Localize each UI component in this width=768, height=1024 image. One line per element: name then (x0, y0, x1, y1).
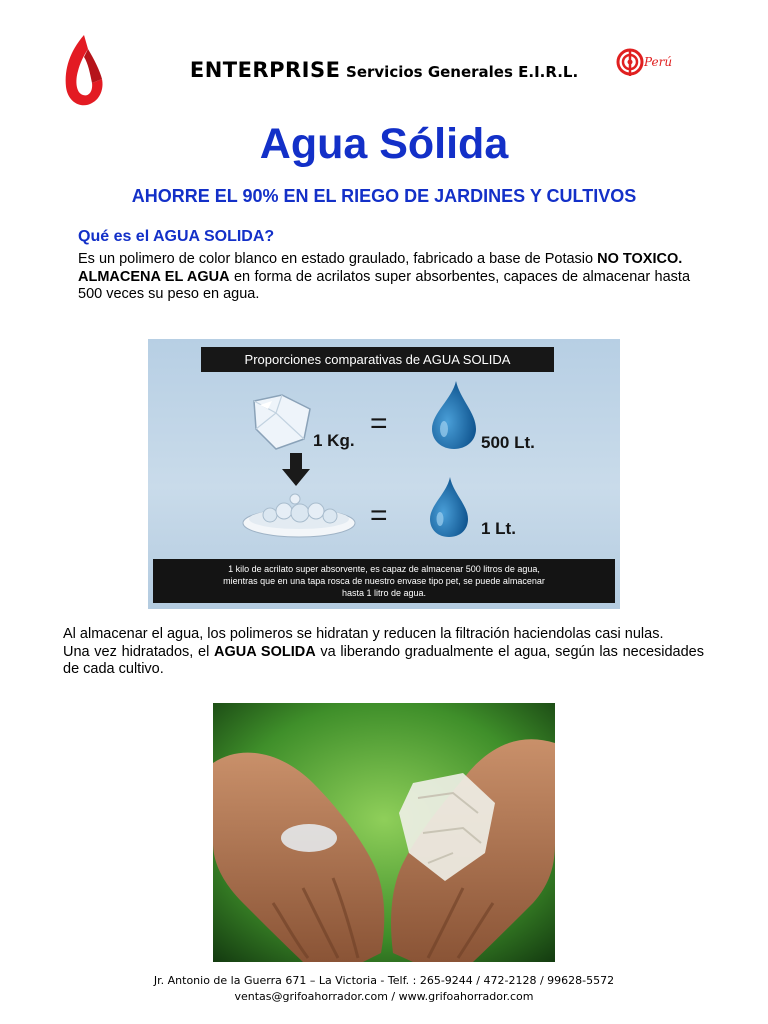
caption-line-2: mientras que en una tapa rosca de nuestro envase tipo pet, se puede almacenar (223, 576, 545, 586)
footer-contact: ventas@grifoahorrador.com / www.grifoahorrador.com (234, 990, 534, 1003)
crystal-chunk-icon (246, 391, 318, 453)
body-paragraph (63, 626, 704, 679)
intro-paragraph (78, 251, 690, 304)
water-drop-large-icon (426, 379, 482, 451)
company-header (0, 58, 768, 82)
footer-address: Jr. Antonio de la Guerra 671 – La Victoria - Telf. : 265-9244 / 472-2128 / 99628-5572 (153, 974, 615, 987)
page-subtitle: AHORRE EL 90% EN EL RIEGO DE JARDINES Y CULTIVOS (131, 186, 637, 206)
infographic-caption (153, 559, 615, 603)
equals-sign-top: = (370, 407, 388, 440)
body-p1: Al almacenar el agua, los polimeros se hidratan y reducen la filtración haciendolas casi nulas. (63, 626, 664, 642)
hands-holding-polymer-photo (213, 703, 555, 962)
water-drop-small-icon (426, 475, 472, 539)
body-p2-bold: AGUA SOLIDA (214, 643, 316, 660)
body-p2-end: va liberando gradualmente el agua, según las necesidades de cada cultivo. (63, 643, 704, 677)
bottle-cap-crystals-icon (240, 491, 358, 541)
liters-1-label: 1 Lt. (481, 519, 516, 538)
comparison-infographic (148, 339, 620, 609)
company-name: ENTERPRISE (189, 58, 341, 82)
company-suffix: Servicios Generales E.I.R.L. (346, 63, 579, 81)
infographic-title: Proporciones comparativas de AGUA SOLIDA (201, 347, 554, 372)
liters-500-label: 500 Lt. (481, 433, 535, 452)
intro-line1-bold: NO TOXICO. (597, 251, 683, 267)
down-arrow-icon (281, 453, 311, 487)
body-p2-start: Una vez hidratados, el (63, 643, 215, 660)
caption-line-1: 1 kilo de acrilato super absorvente, es capaz de almacenar 500 litros de agua, (228, 564, 540, 574)
intro-line2-bold: ALMACENA EL AGUA (78, 268, 230, 285)
page-title: Agua Sólida (259, 120, 509, 168)
equals-sign-bottom: = (370, 499, 388, 532)
intro-line2: en forma de acrilatos super absorbentes, capaces de almacenar hasta 500 veces su peso en agua. (78, 268, 691, 302)
intro-line1: Es un polimero de color blanco en estado graulado, fabricado a base de Potasio (78, 251, 598, 267)
peru-logo-text: Perú (644, 55, 673, 69)
caption-line-3: hasta 1 litro de agua. (341, 588, 427, 598)
section-question: Qué es el AGUA SOLIDA? (78, 228, 275, 245)
kg-label: 1 Kg. (313, 431, 355, 450)
